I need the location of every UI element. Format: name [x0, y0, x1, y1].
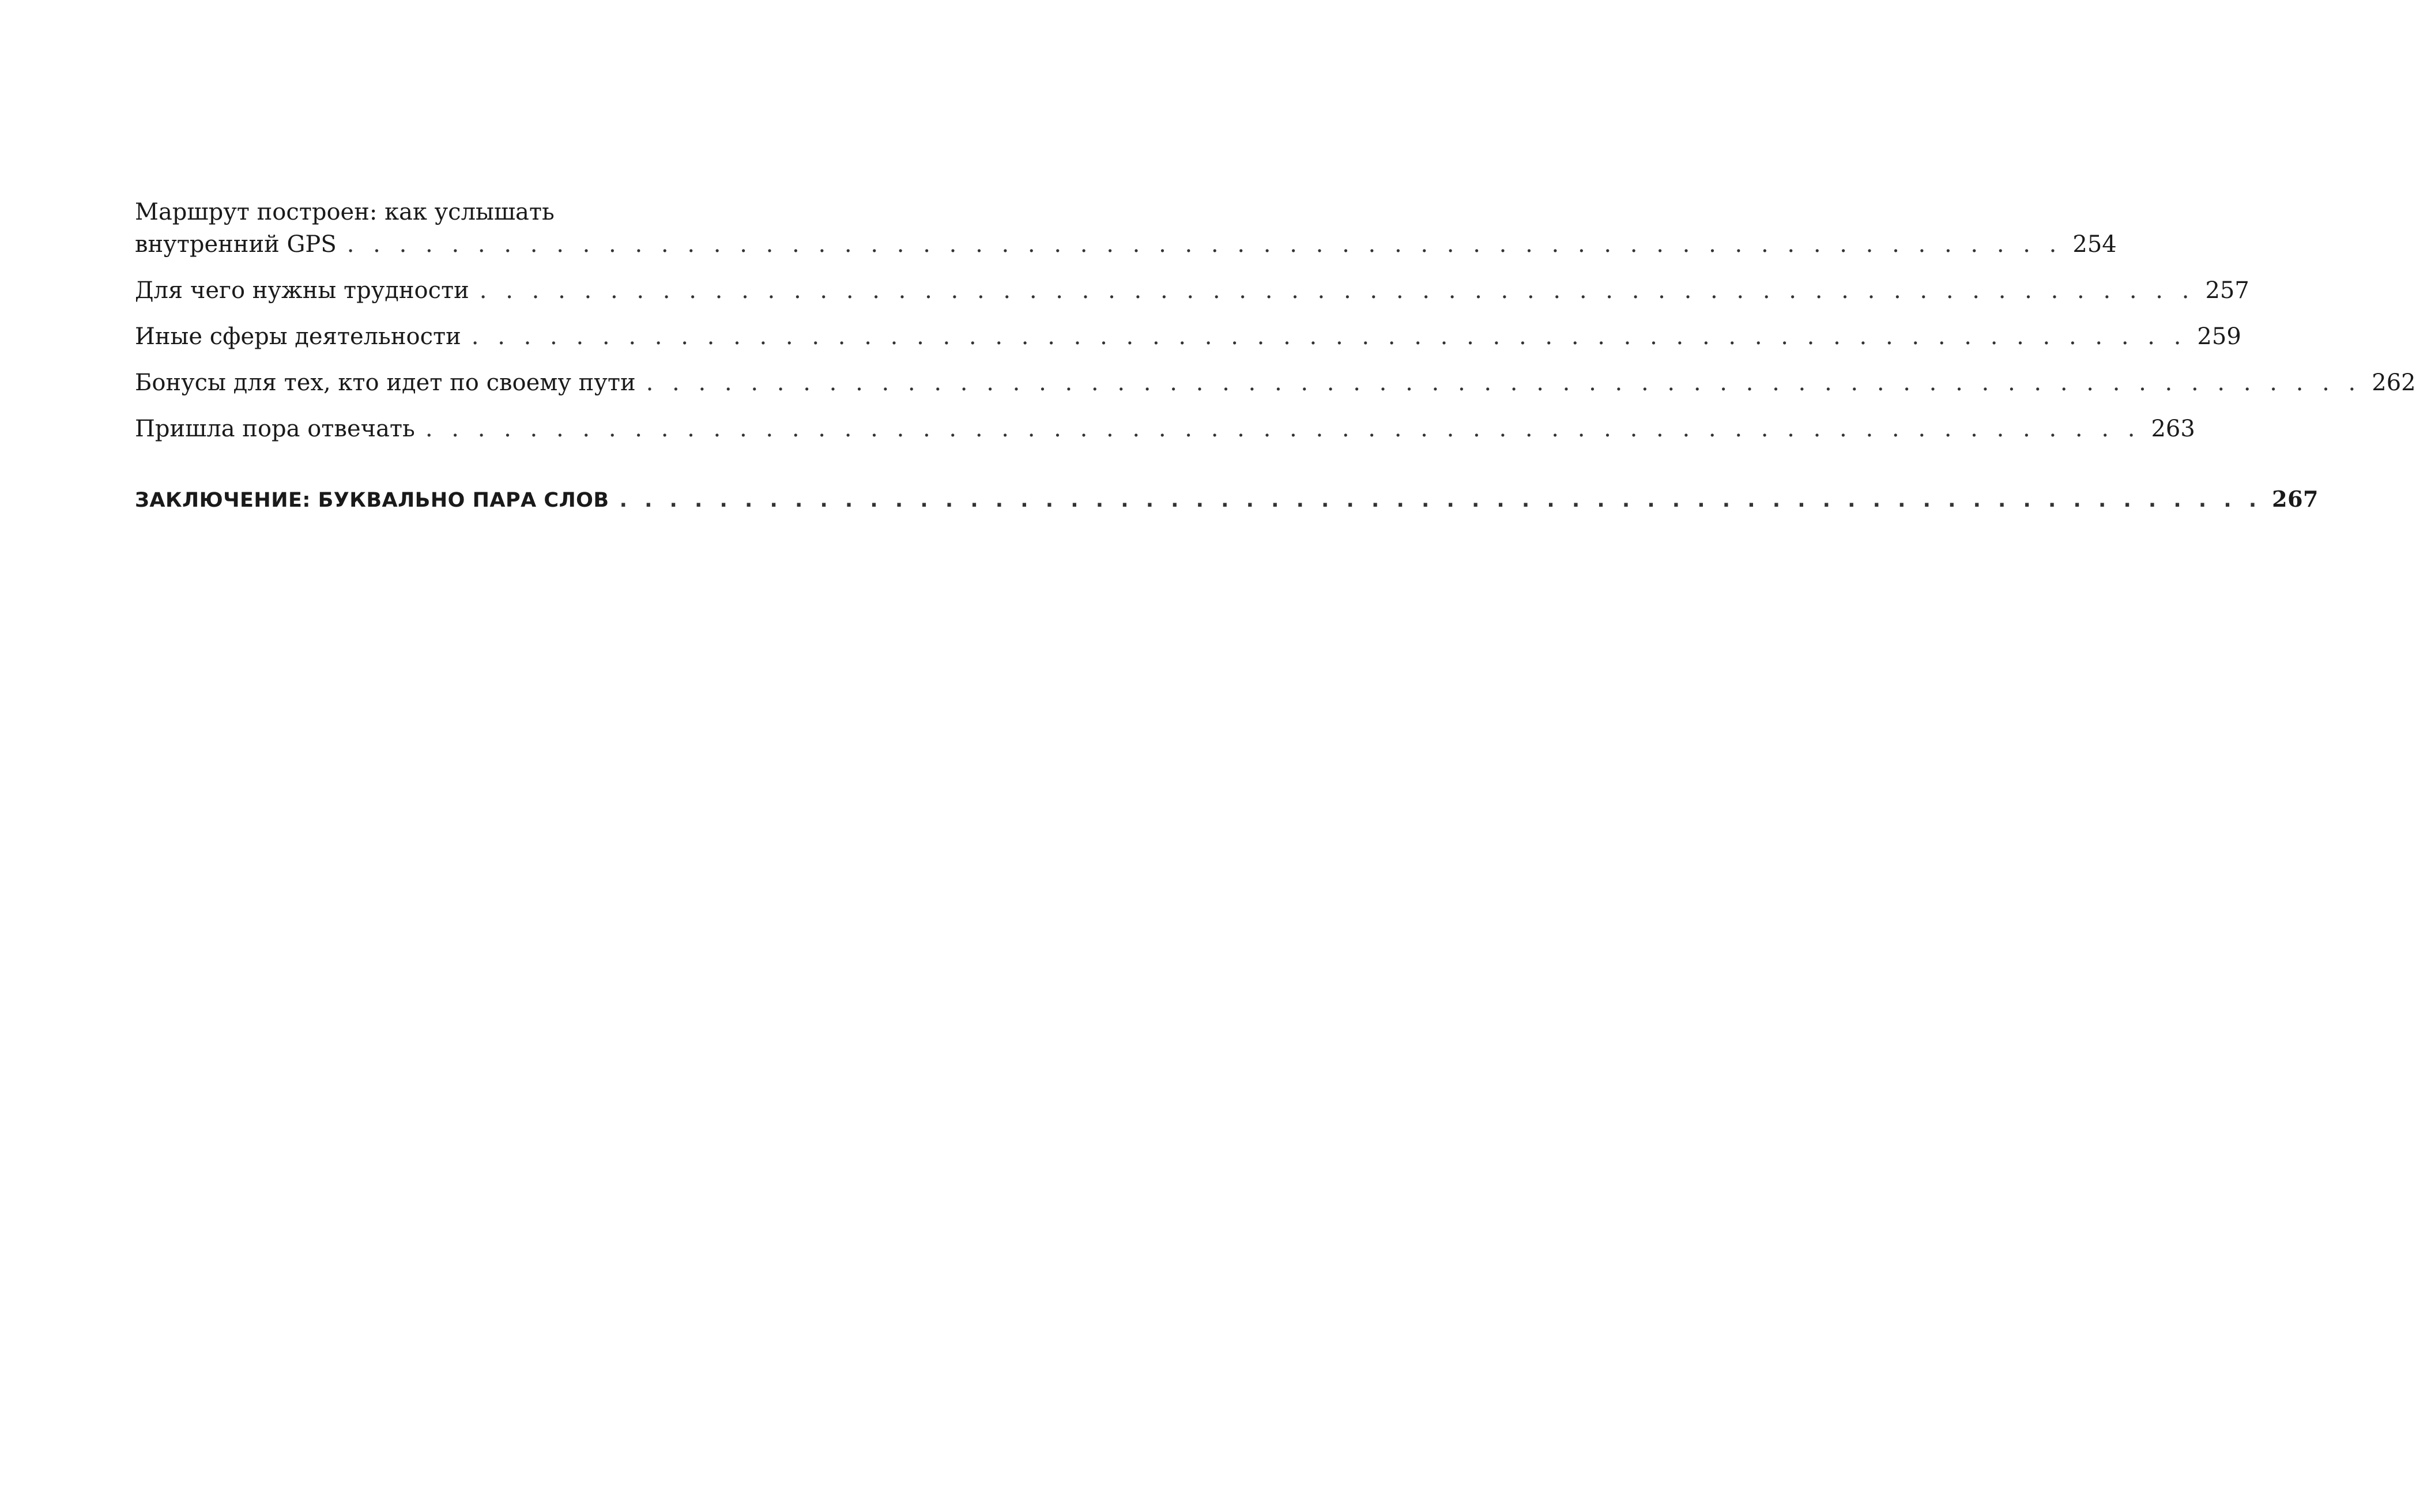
toc-conclusion-entry — [135, 483, 2319, 516]
table-of-contents — [135, 196, 2416, 530]
toc-entry — [135, 274, 2249, 307]
toc-entry-title-line1: Маршрут построен: как услышать — [135, 199, 555, 225]
toc-entry-title: Иные сферы деятельности — [135, 323, 461, 350]
dot-leader: . . . . . . . . . . . . . . . . . . . . . . . . . . . . . . . . . . . . . . . . . . . . . . . . . . . . . . . . . . . . . . . . . . — [425, 416, 2141, 442]
toc-entry-title: Бонусы для тех, кто идет по своему пути — [135, 369, 636, 396]
toc-entry-page: 254 — [2072, 231, 2117, 258]
toc-entry-page: 263 — [2151, 416, 2195, 442]
toc-entry-title: Пришла пора отвечать — [135, 416, 415, 442]
toc-entry — [135, 367, 2416, 399]
toc-entry-page: 257 — [2205, 277, 2249, 304]
dot-leader: . . . . . . . . . . . . . . . . . . . . . . . . . . . . . . . . . . . . . . . . . . . . . . . . . . . . . . . . . . . . . . . . . . — [471, 323, 2187, 350]
toc-entry-page: 259 — [2197, 323, 2241, 350]
toc-conclusion-page: 267 — [2272, 486, 2319, 512]
dot-leader: . . . . . . . . . . . . . . . . . . . . . . . . . . . . . . . . . . . . . . . . . . . . . . . . . . . . . . . . . . . . . . . . . . — [646, 369, 2362, 396]
toc-entry-title-line2: внутренний GPS — [135, 231, 337, 258]
toc-entry-page: 262 — [2372, 369, 2416, 396]
toc-entry — [135, 321, 2241, 353]
dot-leader: . . . . . . . . . . . . . . . . . . . . . . . . . . . . . . . . . . . . . . . . . . . . . . . . . . . . . . . . . . . . . . . . . . — [346, 231, 2063, 258]
dot-leader: . . . . . . . . . . . . . . . . . . . . . . . . . . . . . . . . . . . . . . . . . . . . . . . . . . . . . . . . . . . . . . . . . . — [619, 489, 2262, 512]
toc-entry-title: Для чего нужны трудности — [135, 277, 469, 304]
toc-conclusion-title: ЗАКЛЮЧЕНИЕ: БУКВАЛЬНО ПАРА СЛОВ — [135, 489, 609, 512]
toc-entry — [135, 413, 2195, 445]
toc-entry — [135, 196, 2117, 261]
dot-leader: . . . . . . . . . . . . . . . . . . . . . . . . . . . . . . . . . . . . . . . . . . . . . . . . . . . . . . . . . . . . . . . . . . — [479, 277, 2195, 304]
